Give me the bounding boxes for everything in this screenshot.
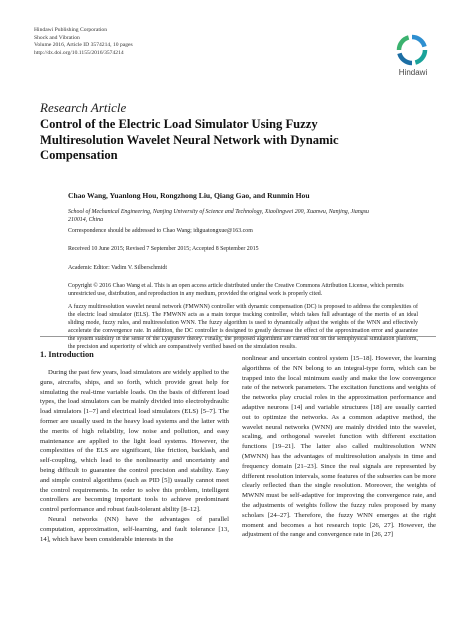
article-type: Research Article: [40, 100, 127, 115]
right-column: [242, 354, 436, 540]
correspondence: Correspondence should be addressed to Chao Wang; idiguatongxue@163.com: [68, 228, 253, 234]
logo-wordmark: Hindawi: [398, 68, 428, 77]
publisher-line: Hindawi Publishing Corporation: [34, 27, 108, 33]
divider: [40, 336, 436, 337]
volume-line: Volume 2016, Article ID 3574214, 10 pages: [34, 42, 133, 49]
history-dates: Received 10 June 2015; Revised 7 September 2015; Accepted 8 September 2015: [68, 246, 259, 252]
paragraph: Neural networks (NN) have the advantages of parallel computation, approximation, self-learning, and fault tolerance [13, 14], which have been considerable interests in the: [40, 515, 229, 543]
paragraph: nonlinear and uncertain control system [15–18]. However, the learning algorithms of the NN belong to an integral-type form, which can be trapped into the local minimum easily and make the low convergence rate of the network parameters. The excitation functions and weights of the networks play crucial roles in the approximation performance and adaptive neurons [14] and variable structures [18] are usually carried out to optimize the networks. As a common adaptive method, the wavelet neural networks (WNN) are mainly divided into the wavelet, scaling, and orthogonal wavelet function with different excitation functions [19–21]. The latter also called multiresolution WNN (MWNN) has the advantages of multiresolution analysis in time and frequency domain [21–23]. Since the real signals are represented by different resolution intervals, some features of the subseries can be more clearly reflected than the single resolution. Moreover, the weights of MWNN must be self-adaptive for improving the convergence rate, and the adjustments of weights follow the fuzzy rules proposed by many scholars [24–27]. Therefore, the fuzzy WNN emerges at the right moment and becomes a hot research topic [26, 27]. However, the adjustment of the range and convergence rate in [26, 27]: [242, 355, 436, 539]
left-column: [40, 368, 229, 544]
doi-line: http://dx.doi.org/10.1155/2016/3574214: [34, 49, 124, 56]
license-notice: Copyright © 2016 Chao Wang et al. This is an open access article distributed under the Creative Commons Attribution License, which permits unrestricted use, distribution, and reproduction in any medium, provided the original work is properly cited.: [68, 283, 404, 297]
paper-title: Control of the Electric Load Simulator Using Fuzzy Multiresolution Wavelet Neural Network with Dynamic Compensation: [40, 117, 339, 162]
journal-header: [34, 27, 133, 57]
paragraph: During the past few years, load simulators are widely applied to the guns, aircrafts, ships, and so forth, which provide great help for simulating the real-time variable loads. On the basis of different load types, the load simulators can be mainly divided into electrohydraulic load simulators [1–7] and electrical load simulators (ELS) [5–7]. The former are usually used in the heavy load systems and the latter with the merits of high reliability, low noise and pollution, and easy maintenance are applied to the light load systems. However, the complexities of the ELS are significant, like friction, backlash, and self-coupling, which lead to the nonlinearity and uncertainty and being difficult to guarantee the control precision and stability. Easy and simple control algorithms (such as PID [5]) usually cannot meet the control requirements. In order to solve this problem, intelligent controllers are becoming important tools to achieve predominant control performance and robust fault-tolerant ability [8–12].: [40, 369, 229, 514]
journal-name-line: Shock and Vibration: [34, 34, 80, 41]
section-heading: 1. Introduction: [40, 350, 94, 359]
affiliation: School of Mechanical Engineering, Nanjing University of Science and Technology, Xiaolingwei 200, Xuanwu, Nanjing, Jiangsu 210014, China: [68, 209, 369, 223]
abstract: A fuzzy multiresolution wavelet neural network (FMWNN) controller with dynamic compensation (DC) is proposed to address the complexities of the electric load simulator (ELS). The FMWNN acts as a main torque tracking controller, which takes full advantage of the merits of an ideal sliding mode, fuzzy rules, and multiresolution WNN. The fuzzy algorithm is used to dynamically adjust the weights of the WNN and effectively accelerate the convergence rate. In addition, the DC controller is designed to greatly decrease the effect of the approximation error and guarantee the system stability in the sense of the Lyapunov theory. Finally, the proposed algorithms are carried out on the semiphysical simulation platform, the precision and superiority of which are comparatively verified based on the simulation results.: [68, 304, 418, 350]
academic-editor: Academic Editor: Vadim V. Silberschmidt: [68, 265, 167, 271]
author-list: Chao Wang, Yuanlong Hou, Rongzhong Liu, Qiang Gao, and Runmin Hou: [68, 191, 310, 200]
